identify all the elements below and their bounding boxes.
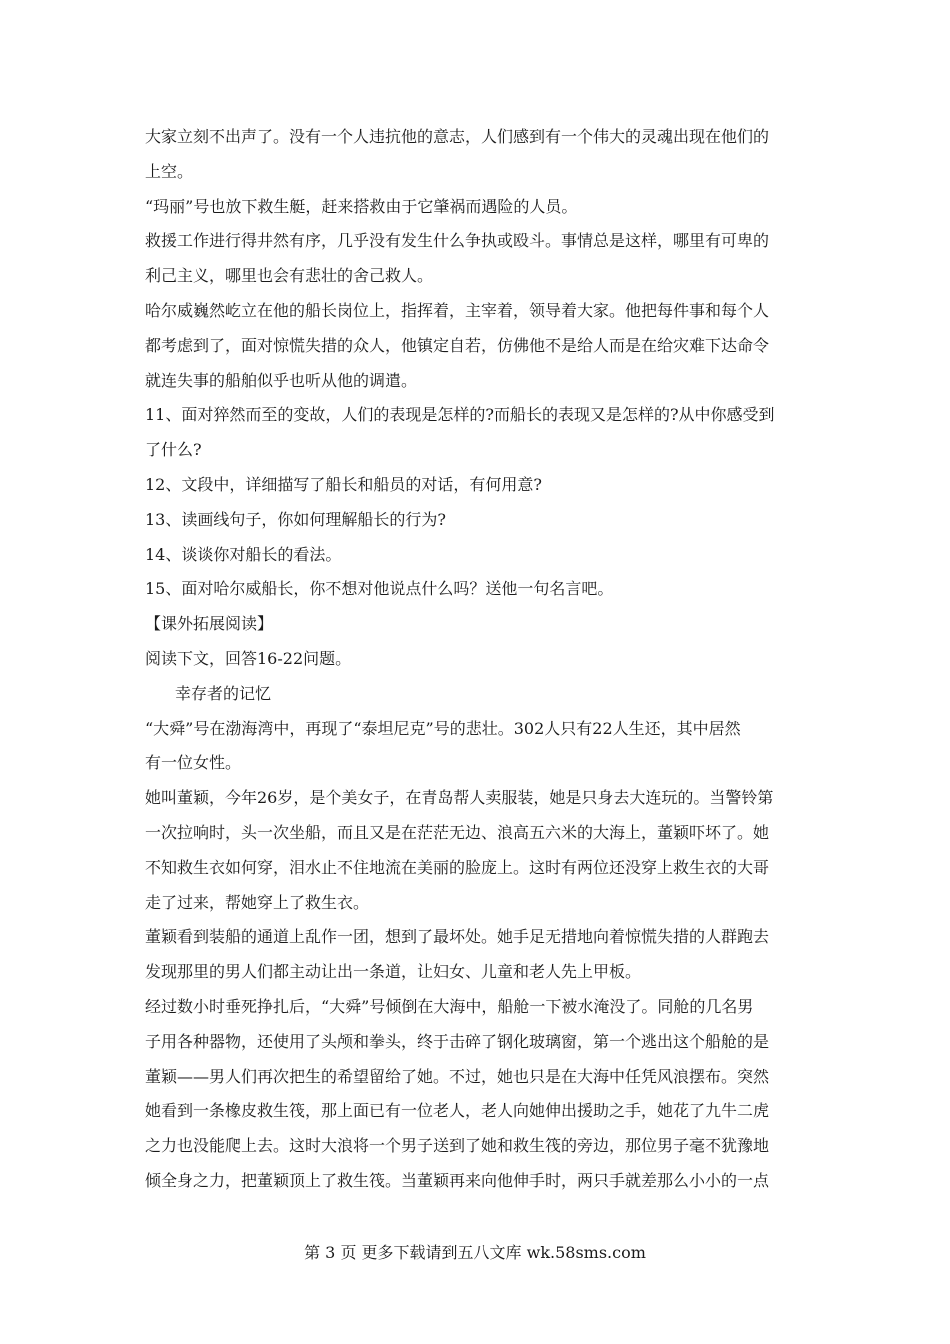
text-line: 她叫董颖，今年26岁，是个美女子，在青岛帮人卖服装，她是只身去大连玩的。当警铃第 — [145, 788, 774, 808]
instruction-line: 阅读下文，回答16-22问题。 — [145, 648, 352, 668]
text-line: 不知救生衣如何穿，泪水止不住地流在美丽的脸庞上。这时有两位还没穿上救生衣的大哥 — [145, 857, 770, 877]
section-heading: 【课外拓展阅读】 — [145, 614, 274, 634]
text-line: 她看到一条橡皮救生筏，那上面已有一位老人，老人向她伸出援助之手，她花了九牛二虎 — [145, 1101, 770, 1121]
text-line: 一次拉响时，头一次坐船，而且又是在茫茫无边、浪高五六米的大海上，董颖吓坏了。她 — [145, 822, 770, 842]
text-line: 经过数小时垂死挣扎后，“大舜”号倾倒在大海中，船舱一下被水淹没了。同舱的几名男 — [145, 996, 754, 1016]
text-line: “大舜”号在渤海湾中，再现了“泰坦尼克”号的悲壮。302人只有22人生还，其中居然 — [145, 718, 741, 738]
text-line: 救援工作进行得井然有序，几乎没有发生什么争执或殴斗。事情总是这样，哪里有可卑的 — [145, 231, 770, 251]
text-line: 大家立刻不出声了。没有一个人违抗他的意志，人们感到有一个伟大的灵魂出现在他们的 — [145, 127, 770, 146]
text-line: 董颖——男人们再次把生的希望留给了她。不过，她也只是在大海中任凭风浪摆布。突然 — [145, 1066, 770, 1086]
question-line: 11、面对猝然而至的变故，人们的表现是怎样的?而船长的表现又是怎样的?从中你感受到 — [145, 405, 775, 425]
text-line: 上空。 — [145, 161, 194, 181]
text-line: 利己主义，哪里也会有悲壮的舍己救人。 — [145, 266, 434, 286]
text-line: 就连失事的船舶似乎也听从他的调遣。 — [145, 370, 418, 390]
article-title: 幸存者的记忆 — [175, 683, 272, 703]
question-line: 14、谈谈你对船长的看法。 — [145, 544, 342, 564]
text-line: 走了过来，帮她穿上了救生衣。 — [145, 892, 370, 912]
text-line: 有一位女性。 — [145, 753, 242, 773]
document-body — [145, 120, 805, 1199]
question-line: 13、读画线句子，你如何理解船长的行为? — [145, 509, 446, 529]
page-footer: 第 3 页 更多下载请到五八文库 wk.58sms.com — [304, 1243, 646, 1262]
question-line: 了什么? — [145, 440, 202, 460]
text-line: 董颖看到装船的通道上乱作一团，想到了最坏处。她手足无措地向着惊慌失措的人群跑去 — [145, 927, 770, 947]
text-line: “玛丽”号也放下救生艇，赶来搭救由于它肇祸而遇险的人员。 — [145, 196, 578, 216]
text-line: 发现那里的男人们都主动让出一条道，让妇女、儿童和老人先上甲板。 — [145, 962, 642, 982]
text-line: 倾全身之力，把董颖顶上了救生筏。当董颖再来向他伸手时，两只手就差那么小小的一点 — [145, 1170, 770, 1190]
text-line: 之力也没能爬上去。这时大浪将一个男子送到了她和救生筏的旁边，那位男子毫不犹豫地 — [145, 1136, 770, 1156]
text-line: 都考虑到了，面对惊慌失措的众人，他镇定自若，仿佛他不是给人而是在给灾难下达命令 — [145, 335, 770, 355]
text-line: 哈尔威巍然屹立在他的船长岗位上，指挥着，主宰着，领导着大家。他把每件事和每个人 — [145, 300, 770, 320]
question-line: 15、面对哈尔威船长，你不想对他说点什么吗？送他一句名言吧。 — [145, 579, 614, 599]
text-line: 子用各种器物，还使用了头颅和拳头，终于击碎了钢化玻璃窗，第一个逃出这个船舱的是 — [145, 1031, 770, 1051]
question-line: 12、文段中，详细描写了船长和船员的对话，有何用意? — [145, 474, 542, 494]
